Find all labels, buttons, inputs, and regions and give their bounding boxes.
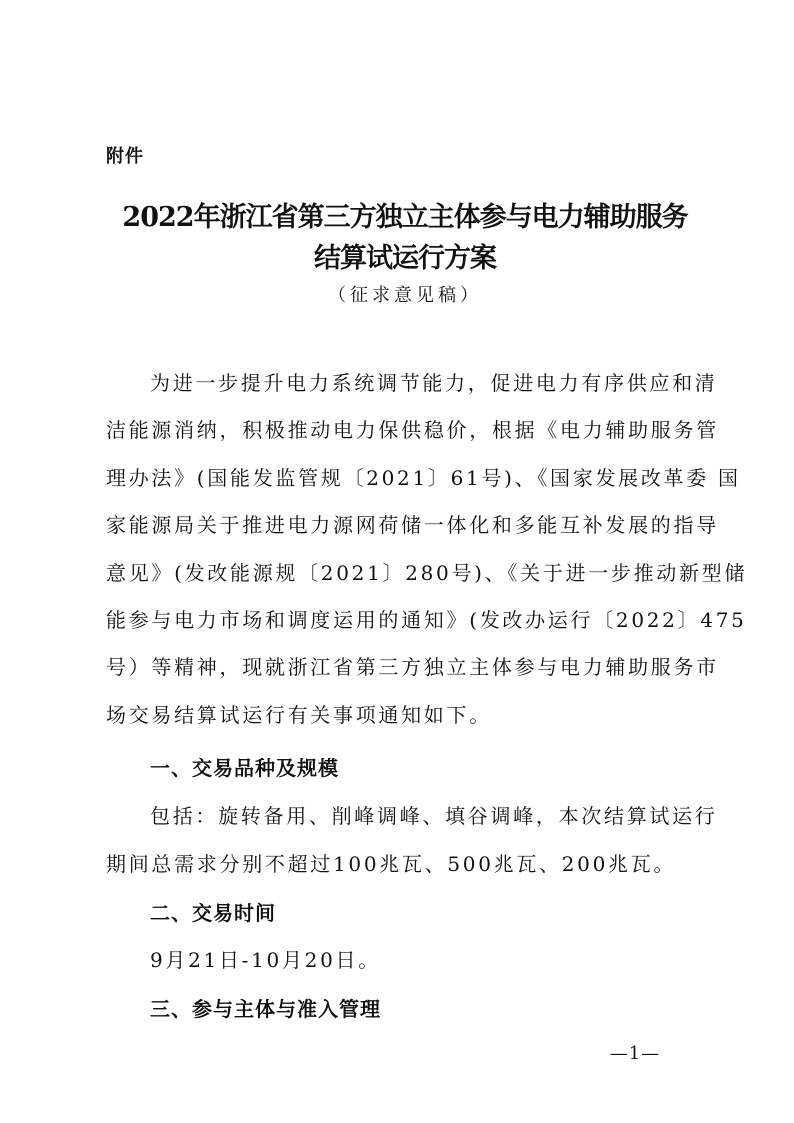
intro-paragraph xyxy=(106,360,748,739)
intro-line: 场交易结算试运行有关事项通知如下。 xyxy=(106,702,492,727)
document-title-line-1: 2022年浙江省第三方独立主体参与电力辅助服务 xyxy=(122,202,688,233)
section-2-line-1: 9月21日-10月20日。 xyxy=(150,948,381,972)
section-heading-trading-time: 二、交易时间 xyxy=(150,901,276,925)
intro-line: 理办法》(国能发监管规〔2021〕61号)、《国家发展改革委 国 xyxy=(106,465,741,490)
intro-line: 意见》(发改能源规〔2021〕280号)、《关于进一步推动新型储 xyxy=(106,560,748,585)
intro-line: 号）等精神，现就浙江省第三方独立主体参与电力辅助服务市 xyxy=(106,655,719,680)
section-1-line-1: 包括：旋转备用、削峰调峰、填谷调峰，本次结算试运行 xyxy=(150,804,718,828)
intro-line: 洁能源消纳，积极推动电力保供稳价，根据《电力辅助服务管 xyxy=(106,418,719,443)
document-subtitle: （征求意见稿） xyxy=(328,285,482,306)
section-heading-trading-types: 一、交易品种及规模 xyxy=(150,756,339,780)
section-1-line-2: 期间总需求分别不超过100兆瓦、500兆瓦、200兆瓦。 xyxy=(106,852,677,876)
attachment-label: 附件 xyxy=(106,146,144,167)
page-number: —1— xyxy=(609,1043,661,1064)
intro-line: 能参与电力市场和调度运用的通知》(发改办运行〔2022〕475 xyxy=(106,607,747,632)
intro-line: 为进一步提升电力系统调节能力，促进电力有序供应和清 xyxy=(150,371,718,395)
document-title-line-2: 结算试运行方案 xyxy=(314,243,496,274)
section-heading-participants: 三、参与主体与准入管理 xyxy=(150,997,381,1021)
intro-line: 家能源局关于推进电力源网荷储一体化和多能互补发展的指导 xyxy=(106,513,719,538)
